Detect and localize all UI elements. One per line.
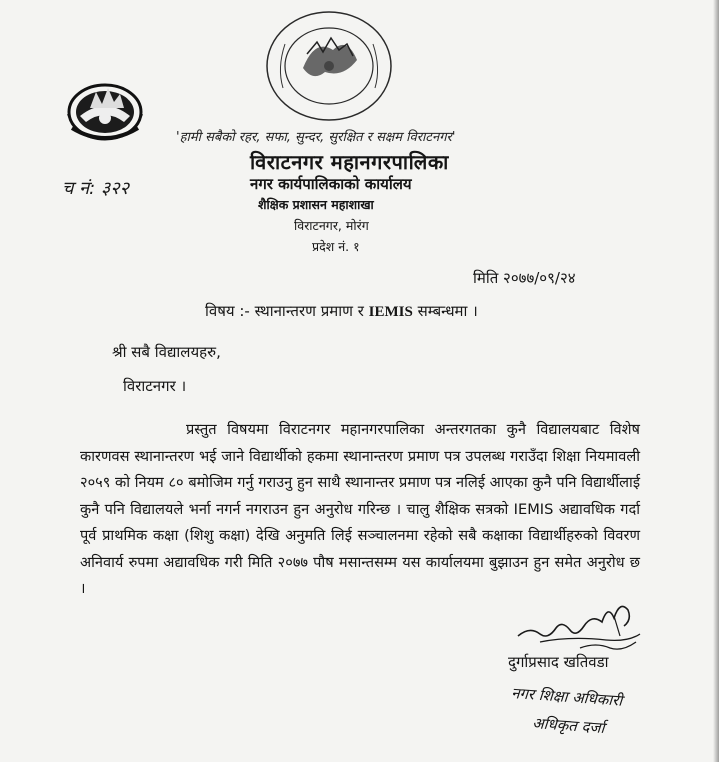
body-paragraph: प्रस्तुत विषयमा विराटनगर महानगरपालिका अन्तरगतका कुनै विद्यालयबाट विशेष कारणवस स्थानान्तरण भई जाने विद्यार्थीको हकमा स्थानान्तरण प्रमाण पत्र उपलब्ध गराउँदा शिक्षा नियमावली २०५९ को नियम ८० बमोजिम गर्नु गराउनु हुन साथै स्थानान्तर प्रमाण पत्र नलिई आएका कुनै पनि विद्यार्थीलाई कुनै पनि विद्यालयले भर्ना नगर्न नगराउन हुन अनुरोध गरिन्छ । चालु शैक्षिक सत्रको IEMIS अद्यावधिक गर्दा पूर्व प्राथमिक कक्षा (शिशु कक्षा) देखि अनुमति लिई सञ्चालनमा रहेको सबै कक्षाका विद्यार्थीहरुको विवरण अनिवार्य रुपमा अद्यावधिक गरी मिति २०७७ पौष मसान्तसम्म यस कार्यालयमा बुझाउन हुन समेत अनुरोध छ ।: [80, 421, 640, 597]
letter-date: मिति २०७७/०९/२४: [473, 269, 576, 287]
subject-prefix: विषय :- स्थानान्तरण प्रमाण र: [205, 302, 369, 320]
reference-number: च नं: ३२२: [62, 178, 130, 199]
subject-suffix: सम्बन्धमा ।: [412, 302, 478, 320]
signatory-name: दुर्गाप्रसाद खतिवडा: [508, 653, 609, 671]
office-name: विराटनगर महानगरपालिका: [250, 150, 449, 174]
province-number: प्रदेश नं. १: [312, 239, 360, 254]
handwritten-signature: [510, 596, 648, 654]
municipality-seal-icon: [263, 8, 395, 126]
office-subtitle: नगर कार्यपालिकाको कार्यालय: [250, 175, 412, 193]
addressee-line-1: श्री सबै विद्यालयहरु,: [112, 343, 221, 361]
signatory-title: नगर शिक्षा अधिकारी: [510, 683, 623, 710]
letter-body: [80, 417, 640, 603]
signatory-role: अधिकृत दर्जा: [531, 713, 606, 738]
branch-name: शैक्षिक प्रशासन महाशाखा: [258, 197, 374, 212]
subject-line: [205, 301, 478, 321]
scan-edge-shadow: [713, 0, 719, 762]
motto-text: 'हामी सबैको रहर, सफा, सुन्दर, सुरक्षित र सक्षम विराटनगर': [176, 130, 456, 145]
office-address: विराटनगर, मोरंग: [294, 218, 369, 233]
addressee-line-2: विराटनगर ।: [123, 377, 187, 395]
subject-emphasis: IEMIS: [368, 304, 413, 320]
government-emblem-icon: [66, 78, 144, 142]
